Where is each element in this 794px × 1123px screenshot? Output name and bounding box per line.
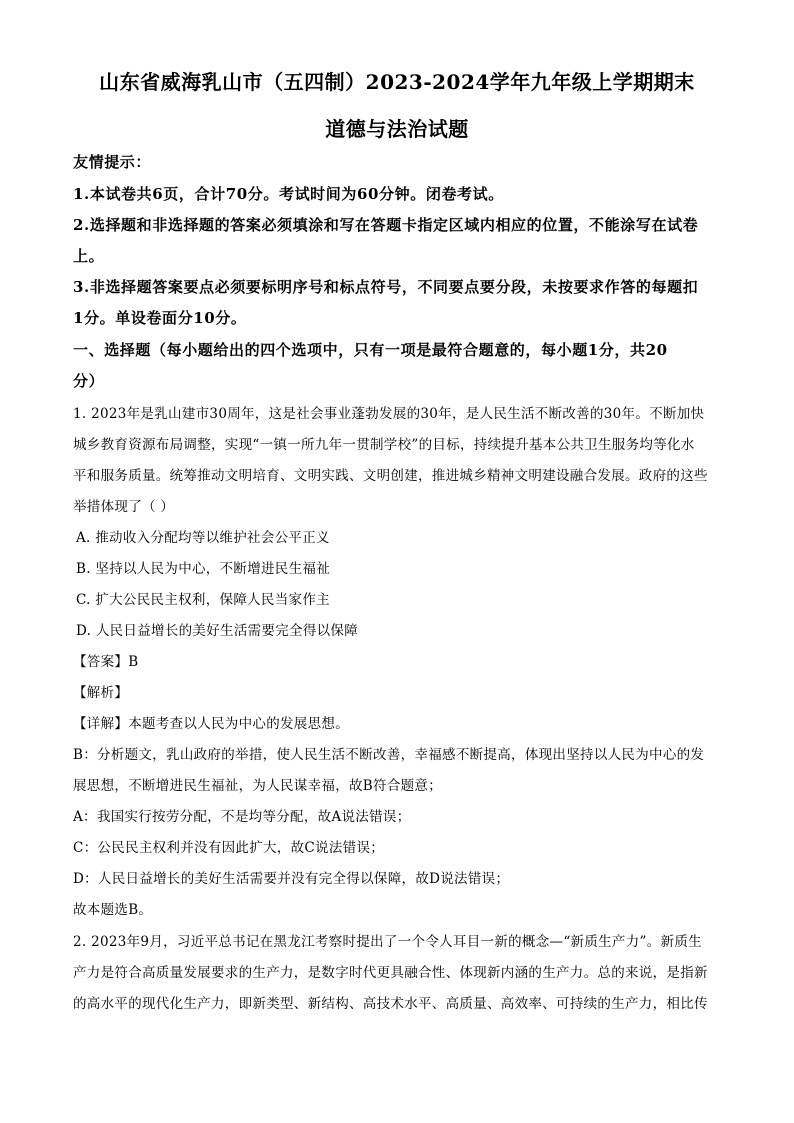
exam-title: 山东省威海乳山市（五四制）2023-2024学年九年级上学期期末	[99, 70, 695, 94]
explanation-c: C：公民民主权利并没有因此扩大，故C说法错误；	[73, 840, 385, 856]
section-heading-cont: 分）	[73, 372, 105, 390]
exam-subtitle: 道德与法治试题	[325, 117, 469, 141]
question-2-text: 产力是符合高质量发展要求的生产力，是数字时代更具融合性、体现新内涵的生产力。总的来说，是指新	[73, 965, 708, 981]
question-1-text: 平和服务质量。统筹推动文明培育、文明实践、文明创建，推进城乡精神文明建设融合发展。政府的这些	[73, 468, 708, 484]
option-a: A. 推动收入分配均等以维护社会公平正义	[76, 530, 330, 546]
detail-text: 【详解】本题考查以人民为中心的发展思想。	[73, 716, 349, 732]
tip-3: 3.非选择题答案要点必须要标明序号和标点符号，不同要点要分段，未按要求作答的每题扣	[73, 278, 699, 296]
question-1-text: 城乡教育资源布局调整，实现“一镇一所九年一贯制学校”的目标，持续提升基本公共卫生服务均等化水	[73, 437, 695, 453]
explanation-a: A：我国实行按劳分配，不是均等分配，故A说法错误；	[73, 809, 411, 825]
explanation-b: B：分析题文，乳山政府的举措，使人民生活不断改善，幸福感不断提高，体现出坚持以人民为中心的发	[73, 747, 705, 763]
tip-1: 1.本试卷共6页，合计70分。考试时间为60分钟。闭卷考试。	[73, 185, 504, 203]
tip-2: 2.选择题和非选择题的答案必须填涂和写在答题卡指定区域内相应的位置，不能涂写在试卷	[73, 216, 699, 234]
conclusion: 故本题选B。	[73, 902, 153, 918]
option-d: D. 人民日益增长的美好生活需要完全得以保障	[76, 623, 359, 639]
question-1-text: 举措体现了（ ）	[73, 499, 175, 515]
explanation-d: D：人民日益增长的美好生活需要并没有完全得以保障，故D说法错误；	[73, 871, 510, 887]
tip-2-cont: 上。	[73, 247, 105, 265]
section-heading: 一、选择题（每小题给出的四个选项中，只有一项是最符合题意的，每小题1分，共20	[73, 341, 668, 359]
option-b: B. 坚持以人民为中心，不断增进民生福祉	[76, 561, 331, 577]
answer-label: 【答案】B	[73, 654, 139, 670]
question-1-text: 1. 2023年是乳山建市30周年，这是社会事业蓬勃发展的30年，是人民生活不断改善的30年。不断加快	[73, 406, 705, 422]
option-c: C. 扩大公民民主权利，保障人民当家作主	[76, 592, 330, 608]
explanation-b-cont: 展思想，不断增进民生福祉，为人民谋幸福，故B符合题意；	[73, 778, 443, 794]
analysis-label: 【解析】	[73, 685, 129, 701]
question-2-text: 的高水平的现代化生产力，即新类型、新结构、高技术水平、高质量、高效率、可持续的生产力，相比传	[73, 996, 708, 1012]
question-2-text: 2. 2023年9月，习近平总书记在黑龙江考察时提出了一个令人耳目一新的概念—“新质生产力”。新质生	[73, 934, 702, 950]
tips-heading: 友情提示：	[73, 153, 152, 171]
tip-3-cont: 1分。单设卷面分10分。	[73, 309, 247, 327]
